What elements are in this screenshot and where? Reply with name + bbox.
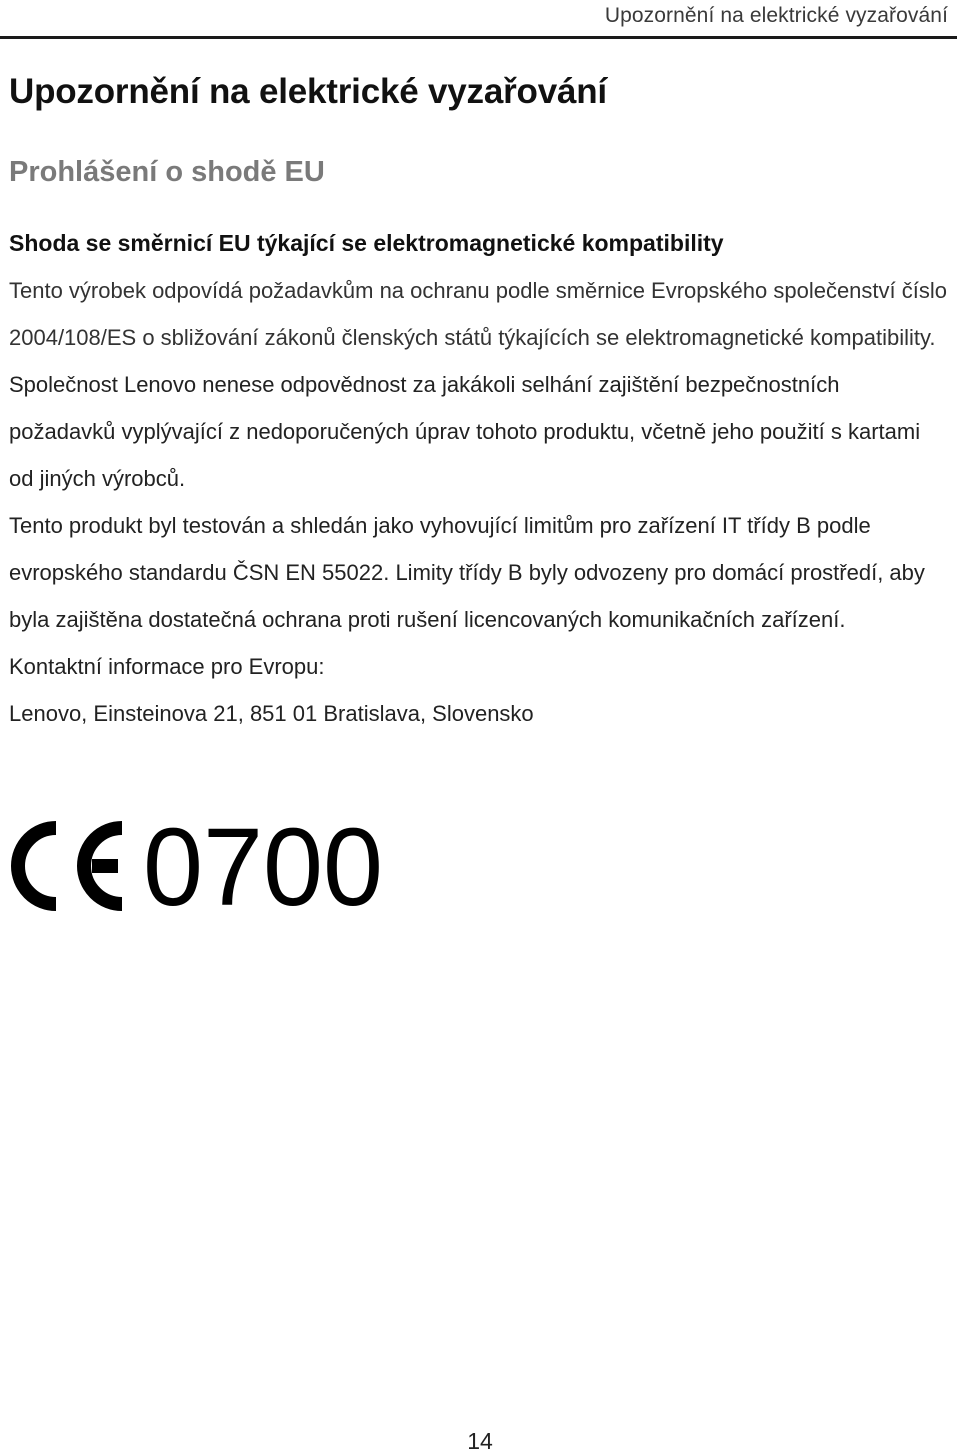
subsection-title: Shoda se směrnicí EU týkající se elektromagnetické kompatibility <box>9 230 724 256</box>
contact-address: Lenovo, Einsteinova 21, 851 01 Bratislava, Slovensko <box>9 701 534 726</box>
running-header: Upozornění na elektrické vyzařování <box>604 4 948 27</box>
ce-symbol <box>18 828 122 904</box>
header-rule <box>0 36 957 39</box>
page-title: Upozornění na elektrické vyzařování <box>9 72 607 111</box>
notified-body-number: 0700 <box>143 815 383 915</box>
ce-mark <box>6 815 386 915</box>
contact-label: Kontaktní informace pro Evropu: <box>9 654 325 679</box>
liability-sentence: Společnost Lenovo nenese odpovědnost za jakákoli selhání zajištění bezpečnostních požadavků vyplývající z nedoporučených úprav tohoto produktu, včetně jeho použití s kartami od jiných výrobců. <box>9 372 921 491</box>
page-number: 14 <box>467 1428 493 1454</box>
class-b-paragraph: Tento produkt byl testován a shledán jako vyhovující limitům pro zařízení IT třídy B podle evropského standardu ČSN EN 55022. Limity třídy B byly odvozeny pro domácí prostředí, aby byla zajištěna dostatečná ochrana proti rušení licencovaných komunikačních zařízení. <box>9 513 925 632</box>
directive-sentence: Tento výrobek odpovídá požadavkům na ochranu podle směrnice Evropského společenství číslo 2004/108/ES o sbližování zákonů členských států týkajících se elektromagnetické kompatibility. <box>9 278 947 350</box>
directive-paragraph <box>9 267 949 502</box>
section-title: Prohlášení o shodě EU <box>9 156 325 188</box>
content-body <box>9 220 949 737</box>
